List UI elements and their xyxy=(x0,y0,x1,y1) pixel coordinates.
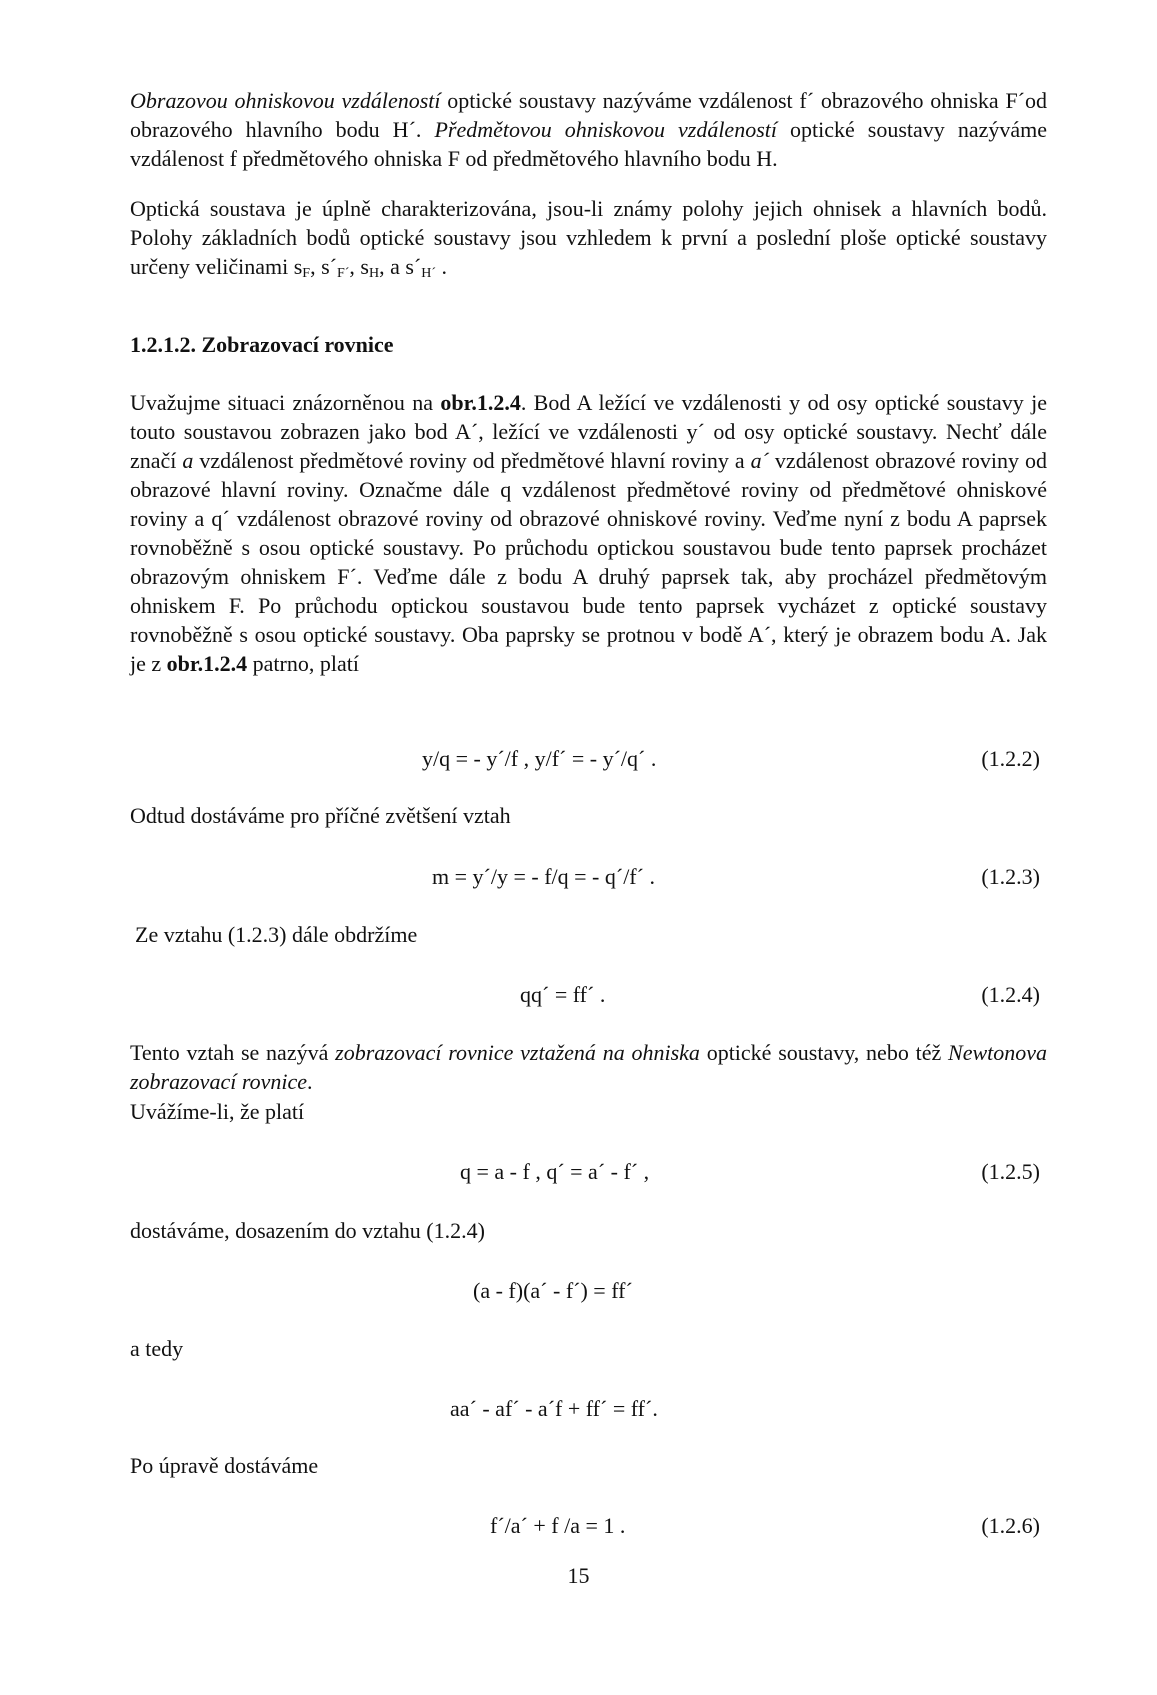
subscript: H´ xyxy=(421,266,437,281)
line-po-uprave: Po úpravě dostáváme xyxy=(130,1453,319,1478)
line-odtud: Odtud dostáváme pro příčné zvětšení vztah xyxy=(130,803,511,828)
text-run: optické soustavy, nebo též xyxy=(699,1040,949,1065)
equation-expression: m = y´/y = - f/q = - q´/f´ . xyxy=(432,864,655,889)
section-heading: 1.2.1.2. Zobrazovací rovnice xyxy=(130,332,394,357)
line-dosazenim: dostáváme, dosazením do vztahu (1.2.4) xyxy=(130,1218,485,1243)
paragraph-focal-lengths xyxy=(130,86,1047,173)
term-object-focal-length: Předmětovou ohniskovou vzdáleností xyxy=(434,117,777,142)
text-run: Tento vztah se nazývá xyxy=(130,1040,336,1065)
term-newton-equation: Newtonova zobrazovací rovnice xyxy=(130,1040,1048,1094)
term-image-focal-length: Obrazovou ohniskovou vzdáleností xyxy=(130,88,441,113)
text-run: Uvažujme situaci znázorněnou na xyxy=(130,390,441,415)
text-run: optické soustavy nazýváme vzdálenost f předmětového ohniska F od předmětového hlavního bodu H. xyxy=(130,117,1047,171)
equation-number: (1.2.3) xyxy=(981,864,1040,889)
paragraph-situation xyxy=(130,388,1047,678)
subscript: F xyxy=(302,266,311,281)
text-run: , a s´ xyxy=(379,254,422,279)
term-focal-imaging-equation: zobrazovací rovnice vztažená na ohniska xyxy=(335,1040,700,1065)
equation-expression: f´/a´ + f /a = 1 . xyxy=(490,1513,626,1538)
text-run: Optická soustava je úplně charakterizována, jsou-li známy polohy jejich ohnisek a hlavních bodů. Polohy základních bodů optické soustavy jsou vzhledem k první a poslední ploše optické soustavy určeny veličinami s xyxy=(130,196,1047,279)
equation-expression: (a - f)(a´ - f´) = ff´ xyxy=(473,1278,633,1303)
text-run: . Bod A ležící ve vzdálenosti y od osy optické soustavy je touto soustavou zobrazen jako bod A´, ležící ve vzdálenosti y´ od osy optické soustavy. Nechť dále značí xyxy=(130,390,1048,473)
equation-number: (1.2.5) xyxy=(981,1159,1040,1184)
page-number: 15 xyxy=(567,1563,590,1588)
text-run: , s´ xyxy=(310,254,337,279)
variable-a-prime: a´ xyxy=(750,448,769,473)
subscript: H xyxy=(368,266,380,281)
text-run: vzdálenost obrazové roviny od obrazové hlavní roviny. Označme dále q vzdálenost předmětové roviny od předmětové ohniskové roviny a q´ vzdálenost obrazové roviny od obrazové ohniskové roviny. Veďme nyní z bodu A paprsek rovnoběžně s osou optické soustavy. Po průchodu optickou soustavou bude tento paprsek procházet obrazovým ohniskem F´. Veďme dále z bodu A druhý paprsek tak, aby procházel předmětovým ohniskem F. Po průchodu optickou soustavou bude tento paprsek vycházet z optické soustavy rovnoběžně s osou optické soustavy. Oba paprsky se protnou v bodě A´, který je obrazem bodu A. Jak je z xyxy=(130,448,1048,676)
figure-reference: obr.1.2.4 xyxy=(166,651,248,676)
text-run: patrno, platí xyxy=(247,651,359,676)
equation-expression: aa´ - af´ - a´f + ff´ = ff´. xyxy=(450,1396,658,1421)
line-ze-vztahu: Ze vztahu (1.2.3) dále obdržíme xyxy=(135,922,418,947)
text-run: . xyxy=(436,254,448,279)
equation-expression: y/q = - y´/f , y/f´ = - y´/q´ . xyxy=(422,746,657,771)
paragraph-newton-equation xyxy=(130,1038,1047,1096)
subscript: F´ xyxy=(336,266,350,281)
equation-number: (1.2.4) xyxy=(981,982,1040,1007)
variable-a: a xyxy=(182,448,194,473)
equation-number: (1.2.6) xyxy=(981,1513,1040,1538)
line-uvazime: Uvážíme-li, že platí xyxy=(130,1099,305,1124)
figure-reference: obr.1.2.4 xyxy=(440,390,521,415)
text-run: vzdálenost předmětové roviny od předmětové hlavní roviny a xyxy=(193,448,751,473)
text-run: . xyxy=(306,1069,313,1094)
equation-number: (1.2.2) xyxy=(981,746,1040,771)
text-run: optické soustavy nazýváme vzdálenost f´ obrazového ohniska F´od obrazového hlavního bodu H´. xyxy=(130,88,1048,142)
paragraph-system-characterization xyxy=(130,194,1047,281)
equation-expression: q = a - f , q´ = a´ - f´ , xyxy=(460,1159,650,1184)
equation-expression: qq´ = ff´ . xyxy=(520,982,606,1007)
text-run: , s xyxy=(349,254,369,279)
line-a-tedy: a tedy xyxy=(130,1336,184,1361)
